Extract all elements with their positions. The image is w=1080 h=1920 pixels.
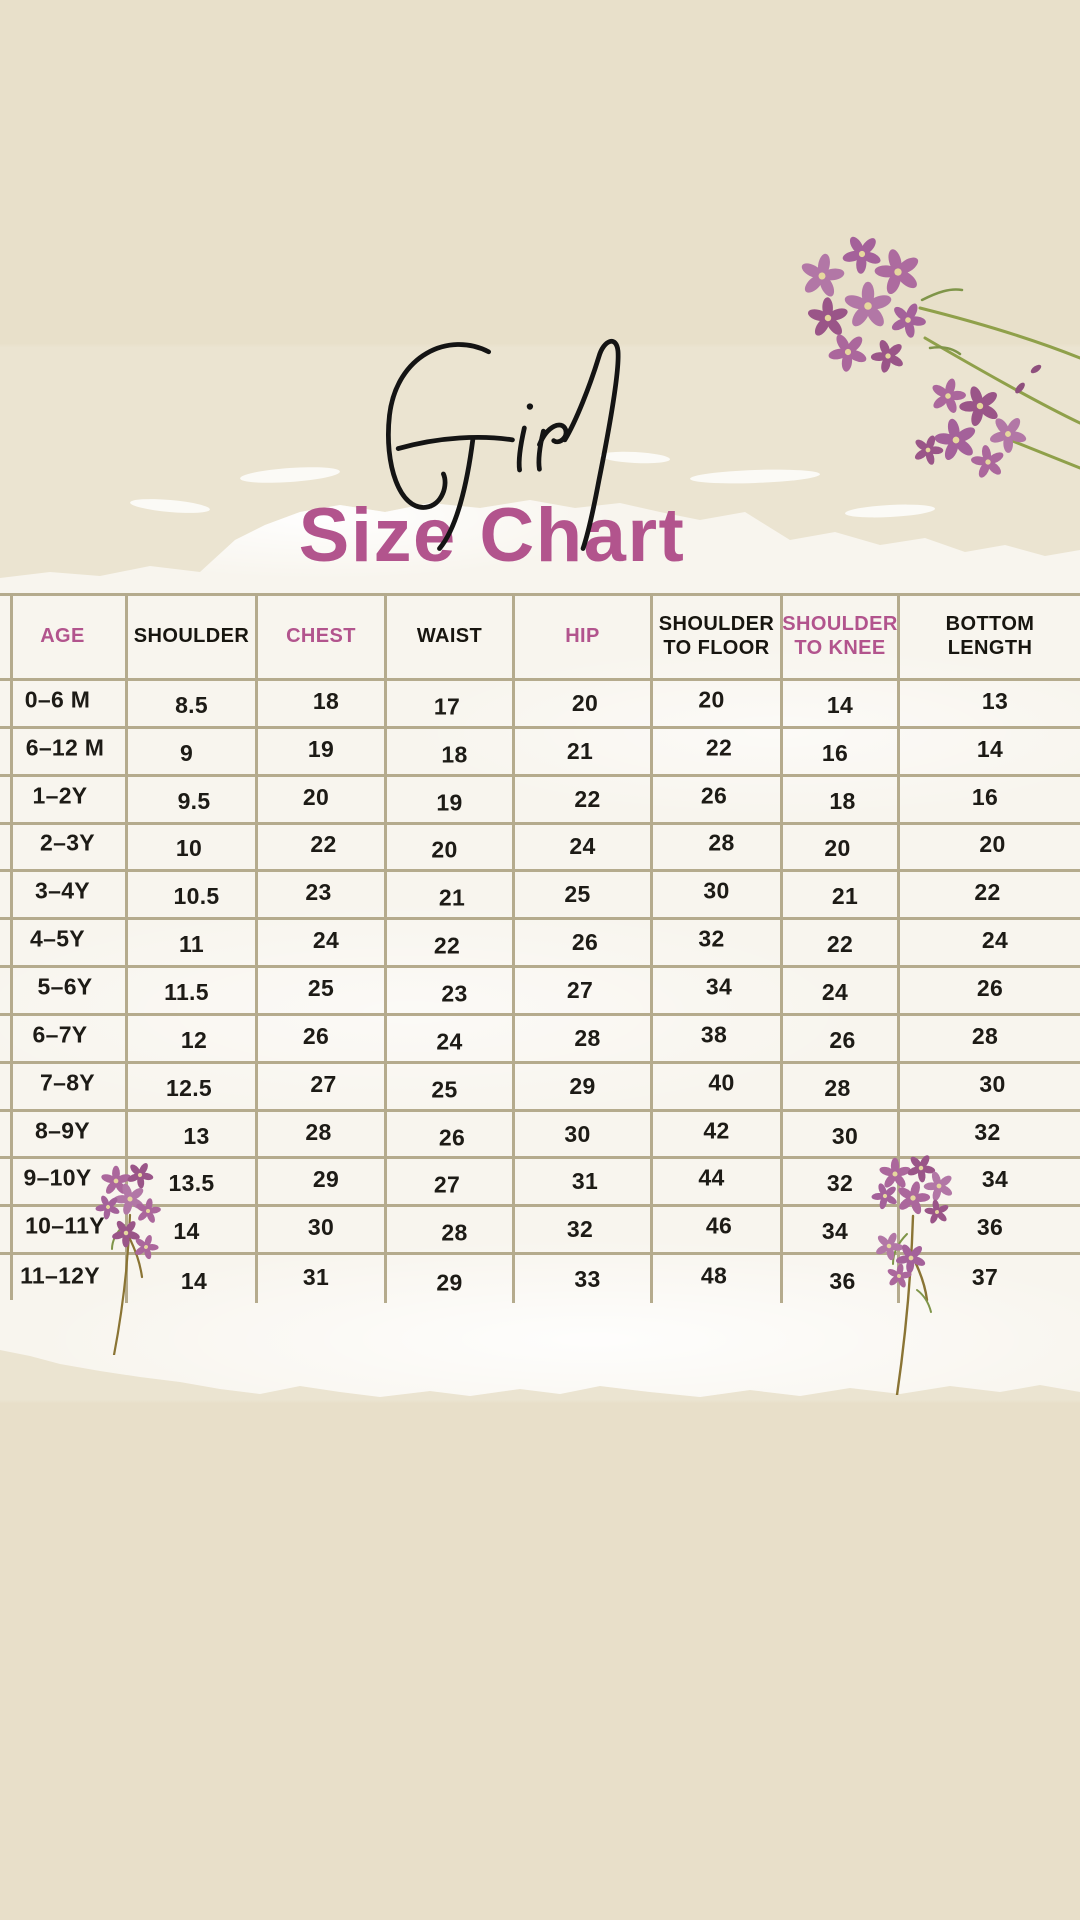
table-cell-label: 30 <box>564 1120 591 1147</box>
table-cell-label: 34 <box>981 1166 1009 1193</box>
paper-brush-fleck <box>240 465 341 486</box>
table-cell-label: 13 <box>183 1122 210 1149</box>
table-cell-label: 28 <box>971 1023 999 1050</box>
table-cell <box>900 729 1080 777</box>
row-label <box>0 825 128 873</box>
table-cell-label: 21 <box>831 883 859 910</box>
table-cell <box>900 872 1080 920</box>
table-cell-label: 18 <box>829 787 856 814</box>
table-cell-label: 18 <box>312 688 340 715</box>
table-cell <box>783 968 900 1016</box>
column-header <box>900 596 1080 681</box>
table-cell-label: 23 <box>305 879 332 906</box>
table-cell-label: 28 <box>574 1024 601 1051</box>
table-cell-label: 25 <box>307 975 335 1002</box>
row-label <box>0 1064 128 1112</box>
pressed-flower-sprig-right <box>855 1150 965 1395</box>
table-cell-label: 24 <box>981 927 1009 954</box>
table-cell-label: 17 <box>433 693 461 720</box>
table-cell <box>387 872 515 920</box>
row-label <box>0 920 128 968</box>
table-cell-label: 25 <box>431 1076 458 1103</box>
table-cell <box>258 1207 387 1255</box>
table-cell-label: 33 <box>574 1265 601 1292</box>
row-label-label: 9–10Y <box>23 1164 92 1191</box>
column-header-label: SHOULDER <box>133 625 250 648</box>
table-cell <box>515 777 653 825</box>
column-header <box>653 596 783 681</box>
column-header-label: CHEST <box>286 625 356 648</box>
row-label <box>0 1016 128 1064</box>
pressed-flowers-top-right <box>770 188 1080 508</box>
table-cell <box>387 1207 515 1255</box>
table-cell <box>387 968 515 1016</box>
table-cell-label: 30 <box>979 1070 1006 1097</box>
script-girl-text <box>352 328 638 566</box>
table-cell-label: 48 <box>700 1261 728 1288</box>
table-cell <box>783 1016 900 1064</box>
row-label <box>0 1112 128 1160</box>
table-cell-label: 12 <box>180 1026 208 1053</box>
table-cell <box>258 825 387 873</box>
pressed-flower-sprig-left <box>78 1155 178 1355</box>
table-cell-label: 12.5 <box>166 1074 212 1101</box>
column-header <box>258 596 387 681</box>
table-cell-label: 24 <box>436 1028 463 1055</box>
row-label-label: 4–5Y <box>30 925 85 952</box>
table-cell <box>258 1112 387 1160</box>
table-cell <box>653 825 783 873</box>
row-label-label: 0–6 M <box>24 686 91 713</box>
table-cell <box>258 920 387 968</box>
table-cell-label: 22 <box>974 879 1001 906</box>
table-cell <box>653 1159 783 1207</box>
table-cell <box>653 1016 783 1064</box>
table-cell-label: 14 <box>976 735 1004 762</box>
column-header <box>515 596 653 681</box>
row-label-label: 6–12 M <box>25 734 105 761</box>
table-cell <box>387 920 515 968</box>
table-cell-label: 20 <box>302 783 330 810</box>
table-cell-label: 20 <box>431 837 458 864</box>
table-cell-label: 19 <box>436 789 463 816</box>
row-label-label: 5–6Y <box>37 973 93 1000</box>
row-label <box>0 729 128 777</box>
table-cell-label: 18 <box>441 741 468 768</box>
table-cell <box>653 872 783 920</box>
table-cell <box>515 1112 653 1160</box>
table-cell <box>783 872 900 920</box>
table-cell-label: 26 <box>829 1026 856 1053</box>
table-cell <box>653 1112 783 1160</box>
table-cell-label: 36 <box>976 1214 1004 1241</box>
column-header <box>783 596 900 681</box>
table-cell <box>387 729 515 777</box>
table-cell <box>515 1016 653 1064</box>
table-cell-label: 23 <box>441 980 468 1007</box>
table-cell-label: 13.5 <box>168 1170 215 1197</box>
table-cell <box>387 681 515 729</box>
table-cell <box>387 777 515 825</box>
table-cell-label: 11 <box>179 930 204 957</box>
table-cell <box>900 1016 1080 1064</box>
table-cell <box>900 1064 1080 1112</box>
table-cell <box>900 968 1080 1016</box>
table-cell <box>387 1064 515 1112</box>
table-cell <box>128 920 258 968</box>
table-cell-label: 24 <box>821 978 849 1005</box>
table-cell-label: 28 <box>305 1118 332 1145</box>
table-cell <box>653 777 783 825</box>
table-cell-label: 31 <box>571 1168 599 1195</box>
table-cell-label: 21 <box>438 884 466 911</box>
table-cell <box>783 681 900 729</box>
table-cell-label: 14 <box>173 1218 200 1245</box>
table-cell-label: 11.5 <box>164 978 209 1005</box>
table-cell-label: 37 <box>971 1263 999 1290</box>
table-cell <box>128 1016 258 1064</box>
table-cell <box>900 825 1080 873</box>
column-header <box>0 596 128 681</box>
table-cell-label: 24 <box>312 927 340 954</box>
table-cell-label: 22 <box>705 734 733 761</box>
table-cell-label: 34 <box>821 1218 849 1245</box>
table-cell <box>387 1112 515 1160</box>
row-label-label: 11–12Y <box>20 1261 100 1288</box>
table-cell-label: 44 <box>698 1164 725 1191</box>
table-cell-label: 10.5 <box>173 883 220 910</box>
table-cell-label: 26 <box>700 782 728 809</box>
table-cell <box>515 825 653 873</box>
column-header-label: AGE <box>40 625 85 648</box>
column-header-label: BOTTOM LENGTH <box>945 613 1035 659</box>
table-cell-label: 22 <box>826 930 854 957</box>
table-cell-label: 30 <box>831 1122 859 1149</box>
table-cell-label: 16 <box>971 783 999 810</box>
script-girl-svg <box>352 328 638 566</box>
table-cell-label: 28 <box>708 829 735 856</box>
table-cell-label: 14 <box>826 691 854 718</box>
table-cell-label: 29 <box>569 1072 596 1099</box>
table-cell <box>258 1255 387 1303</box>
table-cell-label: 27 <box>566 976 594 1003</box>
table-cell-label: 26 <box>438 1124 466 1151</box>
table-cell <box>515 1064 653 1112</box>
table-cell <box>515 1207 653 1255</box>
table-cell <box>258 1016 387 1064</box>
row-label-label: 10–11Y <box>25 1212 105 1239</box>
table-cell-label: 40 <box>708 1069 735 1096</box>
table-cell <box>900 920 1080 968</box>
table-cell <box>653 729 783 777</box>
table-cell-label: 16 <box>821 739 849 766</box>
column-header-label: SHOULDER TO KNEE <box>782 613 898 659</box>
table-cell-label: 26 <box>976 975 1004 1002</box>
row-label <box>0 681 128 729</box>
table-cell <box>653 1207 783 1255</box>
table-cell-label: 32 <box>566 1216 594 1243</box>
table-cell-label: 21 <box>566 737 594 764</box>
row-label-label: 8–9Y <box>35 1116 90 1143</box>
table-cell <box>900 777 1080 825</box>
column-header-label: HIP <box>565 625 600 648</box>
table-cell-label: 14 <box>180 1267 208 1294</box>
table-cell <box>653 920 783 968</box>
table-cell-label: 27 <box>433 1171 461 1198</box>
table-cell <box>258 777 387 825</box>
row-label <box>0 872 128 920</box>
table-cell-label: 32 <box>974 1118 1001 1145</box>
table-cell-label: 30 <box>703 877 730 904</box>
table-cell-label: 20 <box>824 835 851 862</box>
table-cell <box>653 968 783 1016</box>
table-cell <box>128 872 258 920</box>
table-cell <box>258 729 387 777</box>
table-cell-label: 9 <box>179 739 194 766</box>
table-cell <box>653 1064 783 1112</box>
table-cell <box>783 825 900 873</box>
table-cell <box>515 872 653 920</box>
table-cell <box>515 968 653 1016</box>
column-header-label: SHOULDER TO FLOOR <box>658 613 775 659</box>
table-cell <box>387 1159 515 1207</box>
table-cell-label: 29 <box>436 1269 463 1296</box>
table-cell-label: 28 <box>441 1219 468 1246</box>
row-label-label: 7–8Y <box>40 1069 95 1096</box>
column-header <box>387 596 515 681</box>
table-cell <box>515 920 653 968</box>
table-cell-label: 20 <box>698 686 725 713</box>
table-cell <box>515 1255 653 1303</box>
table-cell-label: 30 <box>307 1214 335 1241</box>
row-label <box>0 968 128 1016</box>
table-cell-label: 13 <box>981 688 1009 715</box>
table-cell-label: 42 <box>703 1116 730 1143</box>
table-cell <box>515 1159 653 1207</box>
table-cell <box>653 681 783 729</box>
table-cell-label: 19 <box>307 735 335 762</box>
table-cell <box>128 777 258 825</box>
row-label <box>0 777 128 825</box>
table-cell <box>900 681 1080 729</box>
row-label-label: 6–7Y <box>32 1021 88 1048</box>
table-cell-label: 26 <box>302 1023 330 1050</box>
row-label-label: 2–3Y <box>40 829 95 856</box>
table-cell <box>128 1064 258 1112</box>
table-cell <box>258 872 387 920</box>
table-cell <box>128 729 258 777</box>
table-cell-label: 22 <box>433 932 461 959</box>
table-cell <box>258 681 387 729</box>
table-cell-label: 32 <box>698 925 725 952</box>
table-cell <box>783 777 900 825</box>
table-cell-label: 46 <box>705 1212 733 1239</box>
page-title: Size Chart <box>298 493 686 578</box>
column-header-label: WAIST <box>416 625 483 648</box>
table-cell-label: 8.5 <box>175 691 208 718</box>
table-cell <box>387 1016 515 1064</box>
table-cell-label: 29 <box>312 1166 340 1193</box>
table-cell-label: 27 <box>310 1070 337 1097</box>
table-cell-label: 10 <box>175 835 203 862</box>
table-cell <box>258 1159 387 1207</box>
column-header <box>128 596 258 681</box>
table-cell <box>387 1255 515 1303</box>
table-cell <box>128 1112 258 1160</box>
table-cell-label: 36 <box>829 1267 856 1294</box>
table-cell-label: 28 <box>824 1074 851 1101</box>
table-cell-label: 9.5 <box>177 787 211 814</box>
table-cell-label: 26 <box>571 929 599 956</box>
table-cell <box>387 825 515 873</box>
table-cell-label: 20 <box>979 831 1006 858</box>
table-cell <box>128 968 258 1016</box>
row-label-label: 1–2Y <box>32 782 88 809</box>
table-cell-label: 38 <box>700 1021 728 1048</box>
table-cell <box>783 729 900 777</box>
table-cell-label: 31 <box>302 1263 330 1290</box>
table-cell-label: 34 <box>705 973 733 1000</box>
table-cell <box>653 1255 783 1303</box>
table-cell-label: 22 <box>574 785 601 812</box>
table-cell <box>258 1064 387 1112</box>
table-cell-label: 20 <box>571 689 599 716</box>
table-cell <box>515 729 653 777</box>
table-cell <box>515 681 653 729</box>
table-cell <box>783 920 900 968</box>
row-label-label: 3–4Y <box>35 877 90 904</box>
table-cell-label: 24 <box>569 833 596 860</box>
table-cell <box>783 1064 900 1112</box>
table-cell-label: 32 <box>826 1170 854 1197</box>
table-cell-label: 25 <box>564 881 591 908</box>
table-cell-label: 22 <box>310 831 337 858</box>
table-cell <box>128 825 258 873</box>
table-cell <box>258 968 387 1016</box>
table-cell <box>128 681 258 729</box>
